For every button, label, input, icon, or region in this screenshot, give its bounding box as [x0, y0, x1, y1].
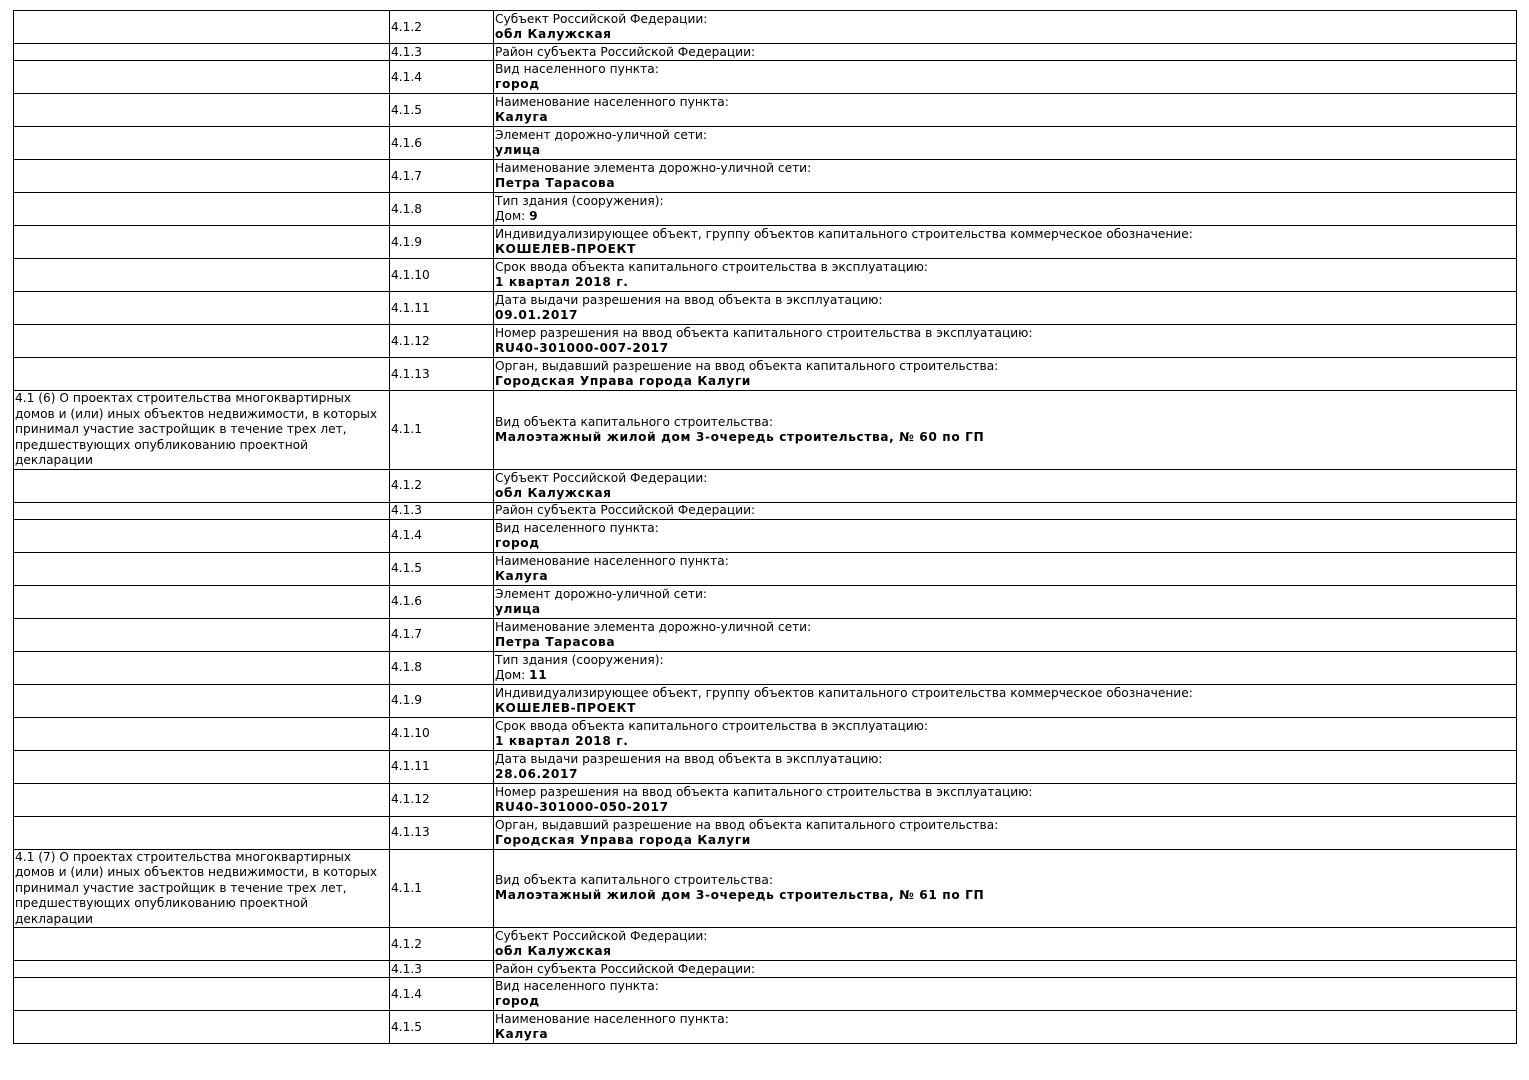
- item-value-line: [495, 176, 1515, 191]
- item-value: Калуга: [495, 1027, 549, 1041]
- table-row: [14, 783, 1517, 816]
- item-value-prefix: Дом:: [495, 209, 530, 223]
- item-content: [494, 44, 1517, 61]
- item-content: [494, 816, 1517, 849]
- item-code: 4.1.1: [390, 391, 494, 470]
- item-content: [494, 11, 1517, 44]
- item-content: [494, 961, 1517, 978]
- item-content: [494, 651, 1517, 684]
- item-content: [494, 391, 1517, 470]
- item-content: [494, 502, 1517, 519]
- section-cell: [14, 816, 390, 849]
- item-label: Орган, выдавший разрешение на ввод объекта капитального строительства:: [495, 817, 999, 832]
- item-content: [494, 585, 1517, 618]
- table-row: [14, 292, 1517, 325]
- item-value-line: [495, 77, 1515, 92]
- section-cell: [14, 618, 390, 651]
- item-code: 4.1.9: [390, 684, 494, 717]
- table-row: [14, 502, 1517, 519]
- item-value-line: [495, 701, 1515, 716]
- item-code: 4.1.12: [390, 783, 494, 816]
- item-code: 4.1.5: [390, 552, 494, 585]
- declaration-table: [13, 10, 1517, 1044]
- item-value: город: [495, 77, 540, 91]
- item-code: 4.1.2: [390, 469, 494, 502]
- table-row: [14, 978, 1517, 1011]
- item-label: Вид объекта капитального строительства:: [495, 414, 773, 429]
- item-label: Наименование элемента дорожно-уличной сети:: [495, 161, 812, 175]
- section-cell: [14, 44, 390, 61]
- item-code: 4.1.8: [390, 193, 494, 226]
- section-cell: [14, 552, 390, 585]
- item-value: Калуга: [495, 110, 549, 124]
- item-content: [494, 160, 1517, 193]
- item-value: улица: [495, 143, 541, 157]
- item-value: 1 квартал 2018 г.: [495, 733, 629, 748]
- item-value-line: [495, 308, 1515, 323]
- table-row: [14, 44, 1517, 61]
- item-value: город: [495, 535, 540, 550]
- item-label: Вид населенного пункта:: [495, 979, 659, 993]
- item-content: [494, 750, 1517, 783]
- item-label: Район субъекта Российской Федерации:: [495, 44, 756, 59]
- item-code: 4.1.5: [390, 94, 494, 127]
- table-row: [14, 552, 1517, 585]
- item-label: Номер разрешения на ввод объекта капитального строительства в эксплуатацию:: [495, 326, 1033, 340]
- table-row: [14, 519, 1517, 552]
- item-value: RU40-301000-050-2017: [495, 799, 669, 814]
- item-label: Индивидуализирующее объект, группу объектов капитального строительства коммерческое обозначение:: [495, 227, 1193, 241]
- item-label: Тип здания (сооружения):: [495, 652, 664, 667]
- item-code: 4.1.7: [390, 160, 494, 193]
- table-row: [14, 160, 1517, 193]
- item-value: обл Калужская: [495, 27, 612, 41]
- table-row: [14, 618, 1517, 651]
- item-label: Вид объекта капитального строительства:: [495, 873, 773, 888]
- item-value: Петра Тарасова: [495, 634, 616, 649]
- item-value: 1 квартал 2018 г.: [495, 275, 629, 289]
- item-value-line: [495, 635, 1515, 650]
- item-value-line: [495, 341, 1515, 356]
- item-code: 4.1.9: [390, 226, 494, 259]
- item-value-line: [495, 110, 1515, 125]
- section-cell: [14, 684, 390, 717]
- section-cell: [14, 61, 390, 94]
- item-content: [494, 618, 1517, 651]
- item-value-line: [495, 602, 1515, 617]
- item-value: 9: [529, 209, 539, 223]
- section-cell: [14, 358, 390, 391]
- item-code: 4.1.6: [390, 585, 494, 618]
- item-label: Элемент дорожно-уличной сети:: [495, 586, 707, 601]
- item-value: 09.01.2017: [495, 308, 579, 322]
- section-cell: [14, 585, 390, 618]
- item-code: 4.1.10: [390, 717, 494, 750]
- item-value: Малоэтажный жилой дом 3-очередь строительства, № 61 по ГП: [495, 888, 985, 903]
- section-cell: [14, 717, 390, 750]
- item-content: [494, 193, 1517, 226]
- item-label: Наименование населенного пункта:: [495, 1012, 729, 1026]
- item-label: Субъект Российской Федерации:: [495, 12, 708, 26]
- table-row: [14, 750, 1517, 783]
- table-row: [14, 928, 1517, 961]
- item-value-line: [495, 275, 1515, 290]
- item-label: Наименование элемента дорожно-уличной сети:: [495, 619, 812, 634]
- section-cell: [14, 783, 390, 816]
- item-code: 4.1.3: [390, 44, 494, 61]
- item-content: [494, 552, 1517, 585]
- item-value: Городская Управа города Калуги: [495, 832, 751, 847]
- item-code: 4.1.5: [390, 1011, 494, 1044]
- item-content: [494, 94, 1517, 127]
- item-content: [494, 127, 1517, 160]
- item-value: 28.06.2017: [495, 766, 579, 781]
- item-code: 4.1.10: [390, 259, 494, 292]
- item-code: 4.1.3: [390, 961, 494, 978]
- item-content: [494, 358, 1517, 391]
- section-cell: [14, 259, 390, 292]
- section-cell: 4.1 (6) О проектах строительства многоквартирных домов и (или) иных объектов недвижимости, в которых принимал участие застройщик в течение трех лет, предшествующих опубликованию проектной декларации: [14, 391, 390, 470]
- item-value-line: [495, 536, 1515, 551]
- item-content: [494, 783, 1517, 816]
- item-value: Петра Тарасова: [495, 176, 616, 190]
- item-value-line: [495, 994, 1515, 1009]
- item-label: Срок ввода объекта капитального строительства в эксплуатацию:: [495, 718, 929, 733]
- item-content: [494, 61, 1517, 94]
- item-value: RU40-301000-007-2017: [495, 341, 669, 355]
- table-row: [14, 684, 1517, 717]
- item-value: КОШЕЛЕВ-ПРОЕКТ: [495, 242, 636, 256]
- item-label: Наименование населенного пункта:: [495, 95, 729, 109]
- section-cell: [14, 1011, 390, 1044]
- item-label: Субъект Российской Федерации:: [495, 929, 708, 943]
- item-content: [494, 519, 1517, 552]
- item-value: обл Калужская: [495, 944, 612, 958]
- table-row: [14, 11, 1517, 44]
- item-code: 4.1.13: [390, 816, 494, 849]
- item-code: 4.1.13: [390, 358, 494, 391]
- table-row: [14, 849, 1517, 928]
- item-content: [494, 928, 1517, 961]
- item-content: [494, 325, 1517, 358]
- item-label: Элемент дорожно-уличной сети:: [495, 128, 707, 142]
- section-cell: [14, 750, 390, 783]
- item-value-line: [495, 800, 1515, 815]
- item-label: Номер разрешения на ввод объекта капитального строительства в эксплуатацию:: [495, 784, 1033, 799]
- item-label: Срок ввода объекта капитального строительства в эксплуатацию:: [495, 260, 929, 274]
- item-value: город: [495, 994, 540, 1008]
- section-cell: [14, 193, 390, 226]
- item-label: Орган, выдавший разрешение на ввод объекта капитального строительства:: [495, 359, 999, 373]
- table-row: [14, 585, 1517, 618]
- table-row: [14, 391, 1517, 470]
- item-value-line: [495, 430, 1515, 445]
- section-cell: [14, 961, 390, 978]
- section-cell: [14, 127, 390, 160]
- item-content: [494, 717, 1517, 750]
- section-cell: [14, 226, 390, 259]
- section-cell: [14, 325, 390, 358]
- item-content: [494, 259, 1517, 292]
- item-value-line: [495, 767, 1515, 782]
- item-value-line: [495, 668, 1515, 683]
- item-code: 4.1.6: [390, 127, 494, 160]
- section-cell: [14, 519, 390, 552]
- section-cell: [14, 502, 390, 519]
- section-cell: [14, 928, 390, 961]
- section-cell: [14, 469, 390, 502]
- section-cell: [14, 978, 390, 1011]
- item-value-line: [495, 888, 1515, 903]
- table-row: [14, 651, 1517, 684]
- item-code: 4.1.12: [390, 325, 494, 358]
- item-code: 4.1.2: [390, 928, 494, 961]
- item-value-line: [495, 374, 1515, 389]
- item-label: Дата выдачи разрешения на ввод объекта в эксплуатацию:: [495, 751, 883, 766]
- section-cell: [14, 292, 390, 325]
- item-value: Калуга: [495, 568, 549, 583]
- item-value-line: [495, 27, 1515, 42]
- item-content: [494, 1011, 1517, 1044]
- item-label: Наименование населенного пункта:: [495, 553, 729, 568]
- item-value-line: [495, 1027, 1515, 1042]
- item-content: [494, 292, 1517, 325]
- item-value-line: [495, 143, 1515, 158]
- item-code: 4.1.11: [390, 750, 494, 783]
- item-code: 4.1.4: [390, 519, 494, 552]
- item-label: Район субъекта Российской Федерации:: [495, 961, 756, 976]
- item-code: 4.1.8: [390, 651, 494, 684]
- table-row: [14, 193, 1517, 226]
- table-row: [14, 325, 1517, 358]
- item-content: [494, 849, 1517, 928]
- section-cell: 4.1 (7) О проектах строительства многоквартирных домов и (или) иных объектов недвижимости, в которых принимал участие застройщик в течение трех лет, предшествующих опубликованию проектной декларации: [14, 849, 390, 928]
- table-row: [14, 816, 1517, 849]
- table-row: [14, 1011, 1517, 1044]
- item-code: 4.1.2: [390, 11, 494, 44]
- item-value: Городская Управа города Калуги: [495, 374, 751, 388]
- item-value-line: [495, 486, 1515, 501]
- item-content: [494, 684, 1517, 717]
- table-row: [14, 94, 1517, 127]
- item-value-prefix: Дом:: [495, 667, 530, 682]
- item-content: [494, 226, 1517, 259]
- item-value-line: [495, 734, 1515, 749]
- item-label: Район субъекта Российской Федерации:: [495, 503, 756, 517]
- section-cell: [14, 651, 390, 684]
- item-content: [494, 469, 1517, 502]
- item-code: 4.1.11: [390, 292, 494, 325]
- section-cell: [14, 160, 390, 193]
- item-code: 4.1.3: [390, 502, 494, 519]
- item-label: Вид населенного пункта:: [495, 62, 659, 76]
- item-label: Вид населенного пункта:: [495, 520, 659, 535]
- table-row: [14, 961, 1517, 978]
- item-code: 4.1.7: [390, 618, 494, 651]
- item-label: Дата выдачи разрешения на ввод объекта в эксплуатацию:: [495, 293, 883, 307]
- item-code: 4.1.4: [390, 61, 494, 94]
- item-value-line: [495, 944, 1515, 959]
- table-row: [14, 259, 1517, 292]
- table-row: [14, 358, 1517, 391]
- item-value: 11: [529, 667, 548, 682]
- table-row: [14, 717, 1517, 750]
- item-value: КОШЕЛЕВ-ПРОЕКТ: [495, 700, 636, 715]
- item-value: улица: [495, 601, 541, 616]
- section-cell: [14, 94, 390, 127]
- item-content: [494, 978, 1517, 1011]
- item-code: 4.1.1: [390, 849, 494, 928]
- item-value-line: [495, 833, 1515, 848]
- item-value: Малоэтажный жилой дом 3-очередь строительства, № 60 по ГП: [495, 429, 985, 444]
- item-label: Тип здания (сооружения):: [495, 194, 664, 208]
- item-value-line: [495, 209, 1515, 224]
- table-row: [14, 127, 1517, 160]
- table-row: [14, 226, 1517, 259]
- item-value-line: [495, 569, 1515, 584]
- item-label: Субъект Российской Федерации:: [495, 470, 708, 485]
- section-cell: [14, 11, 390, 44]
- item-code: 4.1.4: [390, 978, 494, 1011]
- item-label: Индивидуализирующее объект, группу объектов капитального строительства коммерческое обозначение:: [495, 685, 1193, 700]
- table-row: [14, 61, 1517, 94]
- item-value: обл Калужская: [495, 485, 612, 500]
- item-value-line: [495, 242, 1515, 257]
- table-row: [14, 469, 1517, 502]
